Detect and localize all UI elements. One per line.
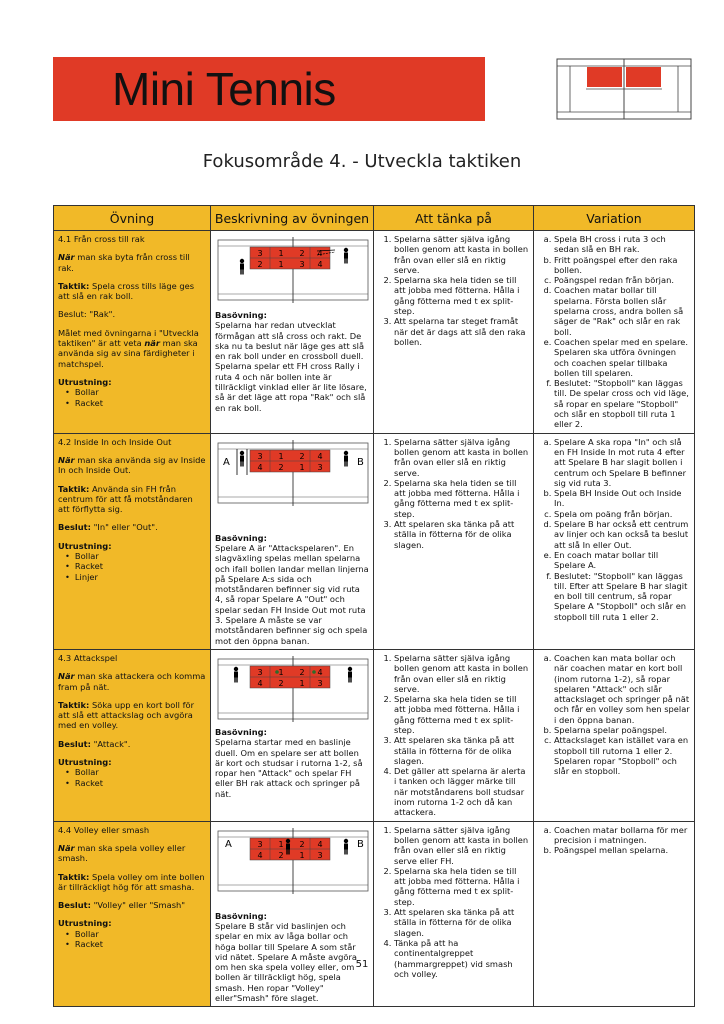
ball-icon [275,670,279,674]
equipment-item: • Racket [65,778,206,788]
equipment-item: • Racket [65,561,206,571]
beslut-text: "Attack". [90,738,131,749]
box-number: 3 [257,839,263,849]
variation-item: b. Poängspel mellan spelarna. [554,845,690,855]
description-cell [211,433,374,649]
equipment-item: • Linjer [65,572,206,582]
page-subtitle: Fokusområde 4. - Utveckla taktiken [202,151,522,172]
description-heading: Basövning: [215,910,267,921]
think-item: 3. Att spelaren ska tänka på att ställa in fötterna för de olika slagen. [394,519,529,550]
think-item: 3. Att spelaren ska tänka på att ställa in fötterna för de olika slagen. [394,735,529,766]
description-cell [211,231,374,434]
col-header-beskrivning: Beskrivning av övningen [211,206,374,231]
taktik-label: Taktik: [58,483,90,494]
variation-item: e. Coachen spelar med en spelare. Spelaren ska utföra övningen och coachen spelar tillbaka bollen till spelaren. [554,337,690,378]
box-number: 3 [257,451,263,461]
think-item: 2. Spelarna ska hela tiden se till att jobba med fötterna. Hålla i gång fötterna med t ex split-step. [394,478,529,519]
beslut-label: Beslut: [58,738,91,749]
court-icon [556,58,692,120]
think-item: 3. Att spelaren ska tänka på att ställa in fötterna för de olika slagen. [394,907,529,938]
table-row [54,433,695,649]
think-list [378,234,529,347]
nar-line [58,252,206,273]
col-header-ovning: Övning [54,206,211,231]
nar-label: När [58,454,75,465]
think-item: 2. Spelarna ska hela tiden se till att jobba med fötterna. Hålla i gång fötterna med t ex split-step. [394,694,529,735]
taktik-label: Taktik: [58,280,90,291]
box-number: 1 [278,839,284,849]
utrustning-label: Utrustning: [58,756,112,767]
equipment-list [58,767,206,788]
description-heading: Basövning: [215,726,267,737]
box-number: 4 [257,678,263,688]
think-item: 2. Spelarna ska hela tiden se till att jobba med fötterna. Hålla i gång fötterna med t ex split-step. [394,866,529,907]
box-number: 3 [317,678,323,688]
think-cell [374,821,534,1007]
goal-text-nar: när [144,338,160,349]
goal-text [58,328,206,369]
variation-item: f. Beslutet: "Stopboll" kan läggas till. De spelar cross och vid läge, så ropar en spelare "Stopboll" och slår en stopboll till ruta 1 eller 2. [554,378,690,429]
taktik-text: Söka upp en kort boll för att slå ett attackslag och avgöra med en volley. [58,699,195,731]
variation-item: a. Coachen kan mata bollar och när coachen matar en kort boll (inom rutorna 1-2), så ropar spelaren "Attack" och slår attackslaget och springer på nät och får en volley som hen spelar i den öppna banan. [554,653,690,725]
box-number: 4 [317,249,323,258]
equipment-list [58,387,206,408]
think-item: 1. Spelarna sätter själva igång bollen genom att kasta in bollen från ovan eller slå en riktig serve. [394,234,529,275]
beslut-label: Beslut: [58,900,91,911]
description-heading: Basövning: [215,532,267,543]
box-number: 4 [257,462,263,472]
exercise-title: 4.3 Attackspel [58,652,118,663]
player-b-label: B [357,838,364,850]
box-number: 2 [299,249,305,258]
variation-item: c. Poängspel redan från början. [554,275,690,285]
col-header-att-tanka-pa: Att tänka på [374,206,534,231]
box-number: 4 [317,260,323,269]
exercise-title: 4.4 Volley eller smash [58,824,150,835]
table-row [54,821,695,1007]
col-header-variation: Variation [534,206,695,231]
variation-item: a. Spelare A ska ropa "In" och slå en FH Inside In mot ruta 4 efter att Spelare B har slagit bollen i centrum och Spelare B befinner sig vid ruta 3. [554,437,690,488]
box-number: 3 [317,462,323,472]
equipment-item: • Racket [65,398,206,408]
box-number: 1 [278,249,284,258]
beslut-label: Beslut: [58,309,87,320]
box-number: 1 [299,850,305,860]
variation-list [538,653,690,777]
box-number: 2 [278,850,284,860]
utrustning-label: Utrustning: [58,376,112,387]
variation-item: e. En coach matar bollar till Spelare A. [554,550,690,571]
description-heading: Basövning: [215,310,267,320]
box-number: 3 [257,667,263,677]
player-b-label: B [357,456,364,468]
think-list [378,437,529,550]
think-item: 1. Spelarna sätter själva igång bollen genom att kasta in bollen från ovan eller slå en riktig serve eller FH. [394,825,529,866]
exercise-cell [54,649,211,821]
nar-text: man ska attackera och komma fram på nät. [58,671,206,692]
box-number: 4 [317,667,323,677]
equipment-item: • Bollar [65,387,206,397]
nar-text: man ska använda sig av Inside In och Inside Out. [58,454,206,476]
variation-list [538,234,690,430]
variation-item: d. Spelare B har också ett centrum av linjer och kan också ta beslut att slå In eller Out. [554,519,690,550]
variation-list [538,437,690,622]
court-diagram [217,439,369,507]
variation-item: d. Coachen matar bollar till spelarna. Första bollen slår spelarna cross, andra bollen så säger de "Rak" och slår en rak boll. [554,285,690,336]
exercise-cell [54,821,211,1007]
box-number: 1 [278,667,284,677]
think-item: 4. Tänka på att ha continentalgreppet (hammargreppet) vid smash och volley. [394,938,529,979]
player-a-label: A [225,838,232,850]
box-number: 1 [278,260,284,269]
taktik-text: Spela cross tills läge ges att slå en rak boll. [58,280,195,302]
taktik-label: Taktik: [58,699,90,710]
box-number: 2 [278,678,284,688]
exercise-title: 4.2 Inside In och Inside Out [58,436,172,447]
box-number: 2 [257,260,263,269]
variation-item: c. Spela om poäng från början. [554,509,690,519]
goal-text-a: Målet med övningarna i "Utveckla taktiken" är att veta [58,327,199,349]
exercise-title: 4.1 Från cross till rak [58,234,145,244]
box-number: 3 [317,850,323,860]
utrustning-label: Utrustning: [58,540,112,551]
beslut-line [58,309,206,319]
description-text: Spelare A är "Attackspelaren". En slagväxling spelas mellan spelarna och ifall bollen landar mellan linjerna på Spelare A:s sida och motståndaren befinner sig vid ruta 4, så ropar Spelare A "Out" och spelar sedan FH Inside Out mot ruta 3. Spelare A måste se var motståndaren befinner sig och spela mot den öppna banan. [215,542,369,646]
taktik-line [58,872,206,893]
box-number: 1 [299,678,305,688]
think-item: 4. Det gäller att spelarna är alerta i tanken och lägger märke till när motståndarens boll studsar inom rutorna 1-2 och då kan attackera. [394,766,529,817]
taktik-label: Taktik: [58,871,90,882]
nar-text: man ska spela volley eller smash. [58,842,186,864]
court-diagram [217,236,369,304]
think-list [378,825,529,979]
box-number: 2 [299,667,305,677]
nar-text: man ska byta från cross till rak. [58,252,190,273]
beslut-text: "Rak". [86,309,116,320]
description-cell [211,649,374,821]
nar-label: När [58,842,75,853]
think-item: 3. Att spelarna tar steget framåt när det är dags att slå den raka bollen. [394,316,529,347]
beslut-line [58,739,206,749]
equipment-item: • Bollar [65,551,206,561]
beslut-label: Beslut: [58,522,91,533]
table-row [54,649,695,821]
equipment-item: • Bollar [65,767,206,777]
ball-icon [312,670,316,674]
description-cell [211,821,374,1007]
beslut-line [58,900,206,910]
nar-line [58,843,206,864]
exercise-cell [54,433,211,649]
goal-text-b: man ska använda sig av sina färdigheter i matchspel. [58,338,198,369]
taktik-text: Använda sin FH från centrum för att få motståndaren att förflytta sig. [58,483,193,515]
box-number: 2 [278,462,284,472]
think-item: 2. Spelarna ska hela tiden se till att jobba med fötterna. Hålla i gång fötterna med t ex split-step. [394,275,529,316]
variation-item: a. Spela BH cross i ruta 3 och sedan slå en BH rak. [554,234,690,255]
utrustning-label: Utrustning: [58,918,112,929]
court-diagram [217,655,369,723]
equipment-item: • Racket [65,939,206,949]
description-text: Spelare B står vid baslinjen och spelar en mix av låga bollar och höga bollar till Spelare A som står vid nätet. Spelare A måste avgöra om hen ska spela volley eller, om bollen är tillräckligt hög, spela smash. Hen ropar "Volley" eller"Smash" före slaget. [215,920,357,1004]
exercise-cell [54,231,211,434]
think-list [378,653,529,818]
think-cell [374,649,534,821]
variation-item: a. Coachen matar bollarna för mer precision i matningen. [554,825,690,846]
taktik-text: Spela volley om inte bollen är tillräckligt hög för att smasha. [58,871,205,892]
variation-cell [534,433,695,649]
taktik-line [58,281,206,302]
box-number: 3 [257,249,263,258]
court-diagram [217,827,369,895]
description-text: Spelarna startar med en baslinje duell. Om en spelare ser att bollen är kort och studsar i rutorna 1-2, så ropar hen "Attack" och spelar FH eller BH rak attack och springer på nät. [215,737,363,799]
think-cell [374,433,534,649]
equipment-item: • Bollar [65,929,206,939]
variation-list [538,825,690,856]
nar-line [58,455,206,476]
box-number: 4 [317,839,323,849]
variation-cell [534,649,695,821]
variation-item: c. Attackslaget kan istället vara en stopboll till rutorna 1 eller 2. Spelaren ropar "Stopboll" och slår en stopboll. [554,735,690,776]
box-number: 4 [317,451,323,461]
box-number: 1 [299,462,305,472]
nar-label: När [58,671,75,682]
box-number: 2 [299,839,305,849]
think-item: 1. Spelarna sätter själva igång bollen genom att kasta in bollen från ovan eller slå en riktig serve. [394,437,529,478]
nar-line [58,671,206,692]
beslut-text: "In" eller "Out". [90,522,158,533]
player-a-label: A [223,456,230,468]
variation-item: b. Spela BH Inside Out och Inside In. [554,488,690,509]
page-title: Mini Tennis [112,63,336,115]
equipment-list [58,929,206,950]
variation-item: b. Spelarna spelar poängspel. [554,725,690,735]
equipment-list [58,551,206,582]
think-item: 1. Spelarna sätter själva igång bollen genom att kasta in bollen från ovan eller slå en riktig serve. [394,653,529,694]
box-number: 1 [278,451,284,461]
think-cell [374,231,534,434]
table-header-row [54,206,695,231]
nar-label: När [58,252,75,263]
variation-item: b. Fritt poängspel efter den raka bollen. [554,255,690,276]
taktik-line [58,484,206,515]
taktik-line [58,700,206,731]
beslut-line [58,522,206,532]
description-text: Spelarna har redan utvecklat förmågan att slå cross och rakt. De ska nu ta beslut när läge ges att slå en rak boll under en crossboll duell. Spelarna spelar ett FH cross Rally i ruta 4 och när bollen inte är tillräckligt vinklad eller är lite lösare, så är det läge att ropa "Rak" och slå en rak boll. [215,320,367,413]
exercise-table [53,205,695,1007]
box-number: 3 [299,260,305,269]
variation-item: f. Beslutet: "Stopboll" kan läggas till. Efter att Spelare B har slagit en boll till centrum, så ropar Spelare A "Stopboll" och slår en stopboll till ruta 1 eller 2. [554,571,690,622]
beslut-text: "Volley" eller "Smash" [90,900,186,911]
table-row [54,231,695,434]
box-number: 2 [299,451,305,461]
variation-cell [534,821,695,1007]
variation-cell [534,231,695,434]
box-number: 4 [257,850,263,860]
page-number: 51 [355,959,369,970]
